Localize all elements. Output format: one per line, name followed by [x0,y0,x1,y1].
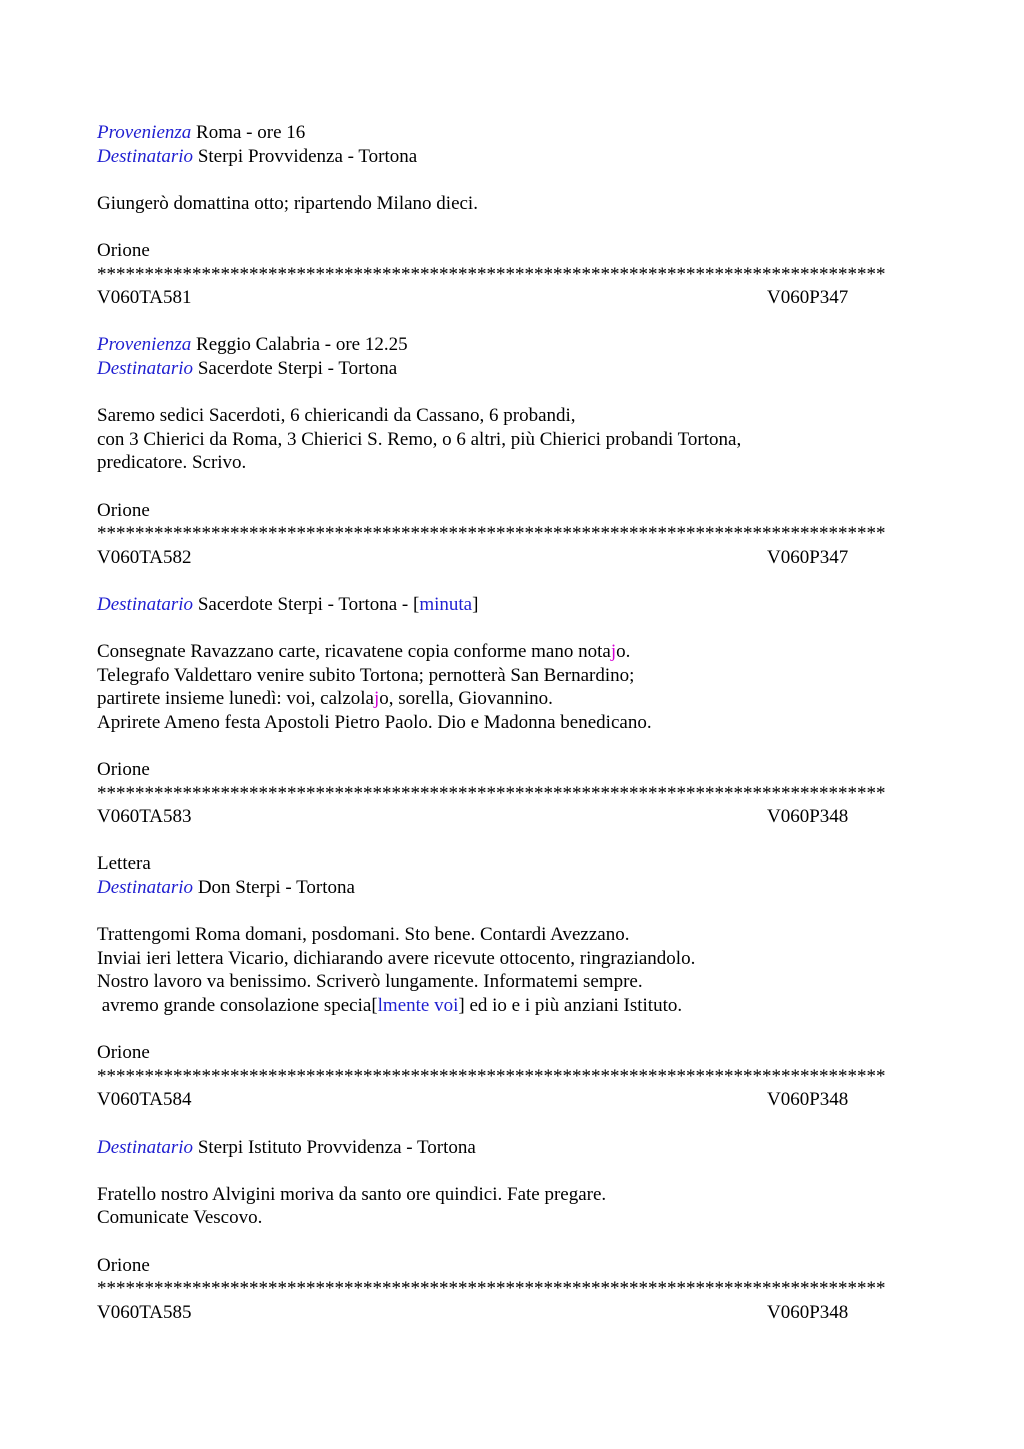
reference-row [97,286,927,310]
text-line [97,451,927,475]
text-segment: Orione [97,1254,150,1276]
text-segment: Orione [97,239,150,261]
text-segment: avremo grande consolazione specia[ [97,994,378,1016]
text-line [97,404,927,428]
text-segment: Sacerdote Sterpi - Tortona - [ [193,593,420,615]
text-line [97,876,927,900]
telegram-code: V060TA585 [97,1301,192,1323]
telegram-code: V060TA581 [97,287,192,309]
separator-stars: *********************************************************************************** [97,523,886,545]
text-segment: Sterpi Provvidenza - Tortona [193,145,418,167]
text-segment: Inviai ieri lettera Vicario, dichiarando avere ricevute ottocento, ringraziandolo. [97,947,696,969]
text-segment: Lettera [97,853,151,875]
field-label: Destinatario [97,145,194,167]
page-code: V060P348 [767,806,849,828]
blank-line [97,1159,927,1183]
reference-row [97,1088,927,1112]
text-line [97,1041,927,1065]
text-segment: Giungerò domattina otto; ripartendo Milano dieci. [97,192,478,214]
telegram-entry [97,852,927,1135]
text-line [97,758,927,782]
reference-row [97,1301,927,1325]
text-line [97,1136,927,1160]
telegram-code: V060TA582 [97,546,192,568]
blank-line [97,1018,927,1042]
text-segment: predicatore. Scrivo. [97,452,247,474]
text-line [97,1183,927,1207]
blank-line [97,616,927,640]
text-line [97,994,927,1018]
text-line [97,1206,927,1230]
text-segment: Don Sterpi - Tortona [193,877,355,898]
telegram-entry [97,1136,927,1325]
text-segment: Fratello nostro Alvigini moriva da santo ore quindici. Fate pregare. [97,1183,607,1205]
annotation-text: minuta [419,593,473,615]
text-segment: Saremo sedici Sacerdoti, 6 chiericandi da Cassano, 6 probandi, [97,405,576,427]
blank-line [97,215,927,239]
field-label: Provenienza [97,122,192,143]
text-line [97,333,927,357]
text-segment: con 3 Chierici da Roma, 3 Chierici S. Remo, o 6 altri, più Chierici probandi Tortona, [97,428,742,450]
text-segment: ] ed io e i più anziani Istituto. [458,994,683,1016]
text-line [97,357,927,381]
separator-stars: *********************************************************************************** [97,782,886,804]
text-line [97,640,927,664]
text-segment: Consegnate Ravazzano carte, ricavatene copia conforme mano nota [97,641,611,663]
text-segment: ] [472,593,479,615]
page-code: V060P347 [767,287,849,309]
text-line [97,593,927,617]
text-line [97,852,927,876]
annotation-text: j [610,641,617,663]
reference-row [97,805,927,829]
text-line [97,970,927,994]
text-segment: Aprirete Ameno festa Apostoli Pietro Paolo. Dio e Madonna benedicano. [97,711,652,733]
blank-line [97,475,927,499]
telegram-code: V060TA584 [97,1089,192,1111]
text-line [97,239,927,263]
field-label: Destinatario [97,357,194,379]
text-line [97,711,927,735]
text-segment: o, sorella, Giovannino. [379,688,553,710]
blank-line [97,168,927,192]
text-segment: partirete insieme lunedì: voi, calzola [97,688,374,710]
text-line [97,947,927,971]
field-label: Provenienza [97,334,192,356]
text-segment: Orione [97,499,150,521]
telegram-entry [97,593,927,853]
field-label: Destinatario [97,1136,194,1158]
blank-line [97,734,927,758]
text-line [97,664,927,688]
field-label: Destinatario [97,593,194,615]
text-segment: Comunicate Vescovo. [97,1207,263,1229]
field-label: Destinatario [97,877,194,898]
reference-row [97,546,927,570]
text-line [97,121,927,145]
text-segment: Nostro lavoro va benissimo. Scriverò lungamente. Informatemi sempre. [97,971,643,993]
text-line [97,145,927,169]
page-code: V060P348 [767,1089,849,1111]
text-segment: Telegrafo Valdettaro venire subito Tortona; pernotterà San Bernardino; [97,664,635,686]
page-code: V060P347 [767,546,849,568]
annotation-text: j [373,688,380,710]
document-page [97,121,927,1324]
blank-line [97,381,927,405]
text-line [97,1254,927,1278]
telegram-entry [97,121,927,333]
text-segment: Roma - ore 16 [191,122,306,143]
text-line [97,192,927,216]
text-segment: Sacerdote Sterpi - Tortona [193,357,398,379]
blank-line [97,1230,927,1254]
blank-line [97,310,927,334]
separator-stars: *********************************************************************************** [97,1065,886,1087]
separator-stars: *********************************************************************************** [97,1278,886,1300]
blank-line [97,900,927,924]
annotation-text: lmente voi [377,994,459,1016]
text-line [97,499,927,523]
page-code: V060P348 [767,1301,849,1323]
text-segment: Trattengomi Roma domani, posdomani. Sto bene. Contardi Avezzano. [97,924,630,946]
text-line [97,923,927,947]
text-segment: Sterpi Istituto Provvidenza - Tortona [193,1136,476,1158]
telegram-entry [97,333,927,593]
telegram-code: V060TA583 [97,806,192,828]
blank-line [97,569,927,593]
blank-line [97,829,927,853]
blank-line [97,1112,927,1136]
text-segment: Reggio Calabria - ore 12.25 [191,334,408,356]
text-line [97,687,927,711]
separator-stars: *********************************************************************************** [97,263,886,285]
text-line [97,428,927,452]
text-segment: Orione [97,1042,150,1064]
text-segment: o. [616,641,631,663]
text-segment: Orione [97,759,150,781]
